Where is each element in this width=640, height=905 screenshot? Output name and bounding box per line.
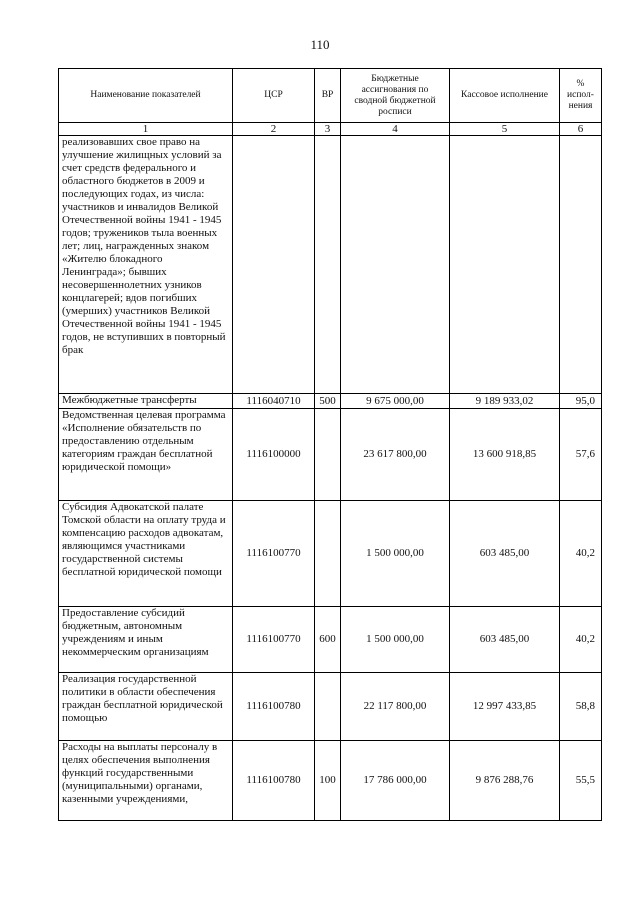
row-name: Ведомственная целевая программа «Исполнение обязательств по предоставлению отдельным категориям граждан бесплатной юридической помощи»: [59, 409, 233, 501]
row-csr: 1116100780: [233, 673, 315, 741]
row-csr: 1116100780: [233, 741, 315, 821]
row-percent: 40,2: [560, 607, 602, 673]
row-vr: [315, 673, 341, 741]
row-cash: 603 485,00: [450, 607, 560, 673]
row-cash: 13 600 918,85: [450, 409, 560, 501]
row-csr: 1116100770: [233, 607, 315, 673]
row-name: Предоставление субсидий бюджетным, автономным учреждениям и иным некоммерческим организациям: [59, 607, 233, 673]
row-name: Реализация государственной политики в области обеспечения граждан бесплатной юридической помощью: [59, 673, 233, 741]
header-execution-percent: % испол-нения: [560, 69, 602, 123]
row-csr: 1116100000: [233, 409, 315, 501]
row-name: Расходы на выплаты персоналу в целях обеспечения выполнения функций государственными (муниципальными) органами, казенными учреждениями,: [59, 741, 233, 821]
column-number-row: [59, 123, 602, 136]
row-budget: 17 786 000,00: [341, 741, 450, 821]
budget-execution-table: [58, 68, 602, 821]
table-row: [59, 394, 602, 409]
row-cash: 9 876 288,76: [450, 741, 560, 821]
row-budget: 1 500 000,00: [341, 607, 450, 673]
table-row: [59, 136, 602, 394]
row-percent: 95,0: [560, 394, 602, 409]
row-csr: [233, 136, 315, 394]
header-csr: ЦСР: [233, 69, 315, 123]
row-vr: [315, 409, 341, 501]
table-row: [59, 501, 602, 607]
row-budget: 1 500 000,00: [341, 501, 450, 607]
page-number: 110: [310, 37, 330, 52]
table-row: [59, 673, 602, 741]
row-csr: 1116040710: [233, 394, 315, 409]
column-number: 5: [450, 123, 560, 136]
header-indicator-name: Наименование показателей: [59, 69, 233, 123]
table-row: [59, 409, 602, 501]
row-csr: 1116100770: [233, 501, 315, 607]
header-cash-execution: Кассовое исполнение: [450, 69, 560, 123]
column-number: 6: [560, 123, 602, 136]
row-vr: 100: [315, 741, 341, 821]
row-percent: [560, 136, 602, 394]
column-number: 4: [341, 123, 450, 136]
row-budget: 22 117 800,00: [341, 673, 450, 741]
column-number: 3: [315, 123, 341, 136]
row-percent: 57,6: [560, 409, 602, 501]
column-number: 2: [233, 123, 315, 136]
row-cash: 9 189 933,02: [450, 394, 560, 409]
row-vr: [315, 501, 341, 607]
row-percent: 58,8: [560, 673, 602, 741]
table-row: [59, 741, 602, 821]
row-name: Межбюджетные трансферты: [59, 394, 233, 409]
row-budget: 23 617 800,00: [341, 409, 450, 501]
header-budget-allocations: Бюджетные ассигнования по сводной бюджетной росписи: [341, 69, 450, 123]
row-percent: 40,2: [560, 501, 602, 607]
table-header-row: [59, 69, 602, 123]
row-cash: [450, 136, 560, 394]
row-cash: 603 485,00: [450, 501, 560, 607]
row-vr: 500: [315, 394, 341, 409]
row-cash: 12 997 433,85: [450, 673, 560, 741]
table-row: [59, 607, 602, 673]
row-name: Субсидия Адвокатской палате Томской области на оплату труда и компенсацию расходов адвокатам, являющимся участниками государственной системы бесплатной юридической помощи: [59, 501, 233, 607]
column-number: 1: [59, 123, 233, 136]
header-vr: ВР: [315, 69, 341, 123]
row-vr: 600: [315, 607, 341, 673]
row-budget: [341, 136, 450, 394]
row-budget: 9 675 000,00: [341, 394, 450, 409]
row-vr: [315, 136, 341, 394]
row-percent: 55,5: [560, 741, 602, 821]
row-name: реализовавших свое право на улучшение жилищных условий за счет средств федерального и областного бюджетов в 2009 и последующих годах, из числа: участников и инвалидов Великой Отечественной войны 1941 - 1945 годов; тружеников тыла военных лет; лиц, награжденных знаком «Жителю блокадного Ленинграда»; бывших несовершеннолетних узников концлагерей; вдов погибших (умерших) участников Великой Отечественной войны 1941 - 1945 годов, не вступивших в повторный брак: [59, 136, 233, 394]
